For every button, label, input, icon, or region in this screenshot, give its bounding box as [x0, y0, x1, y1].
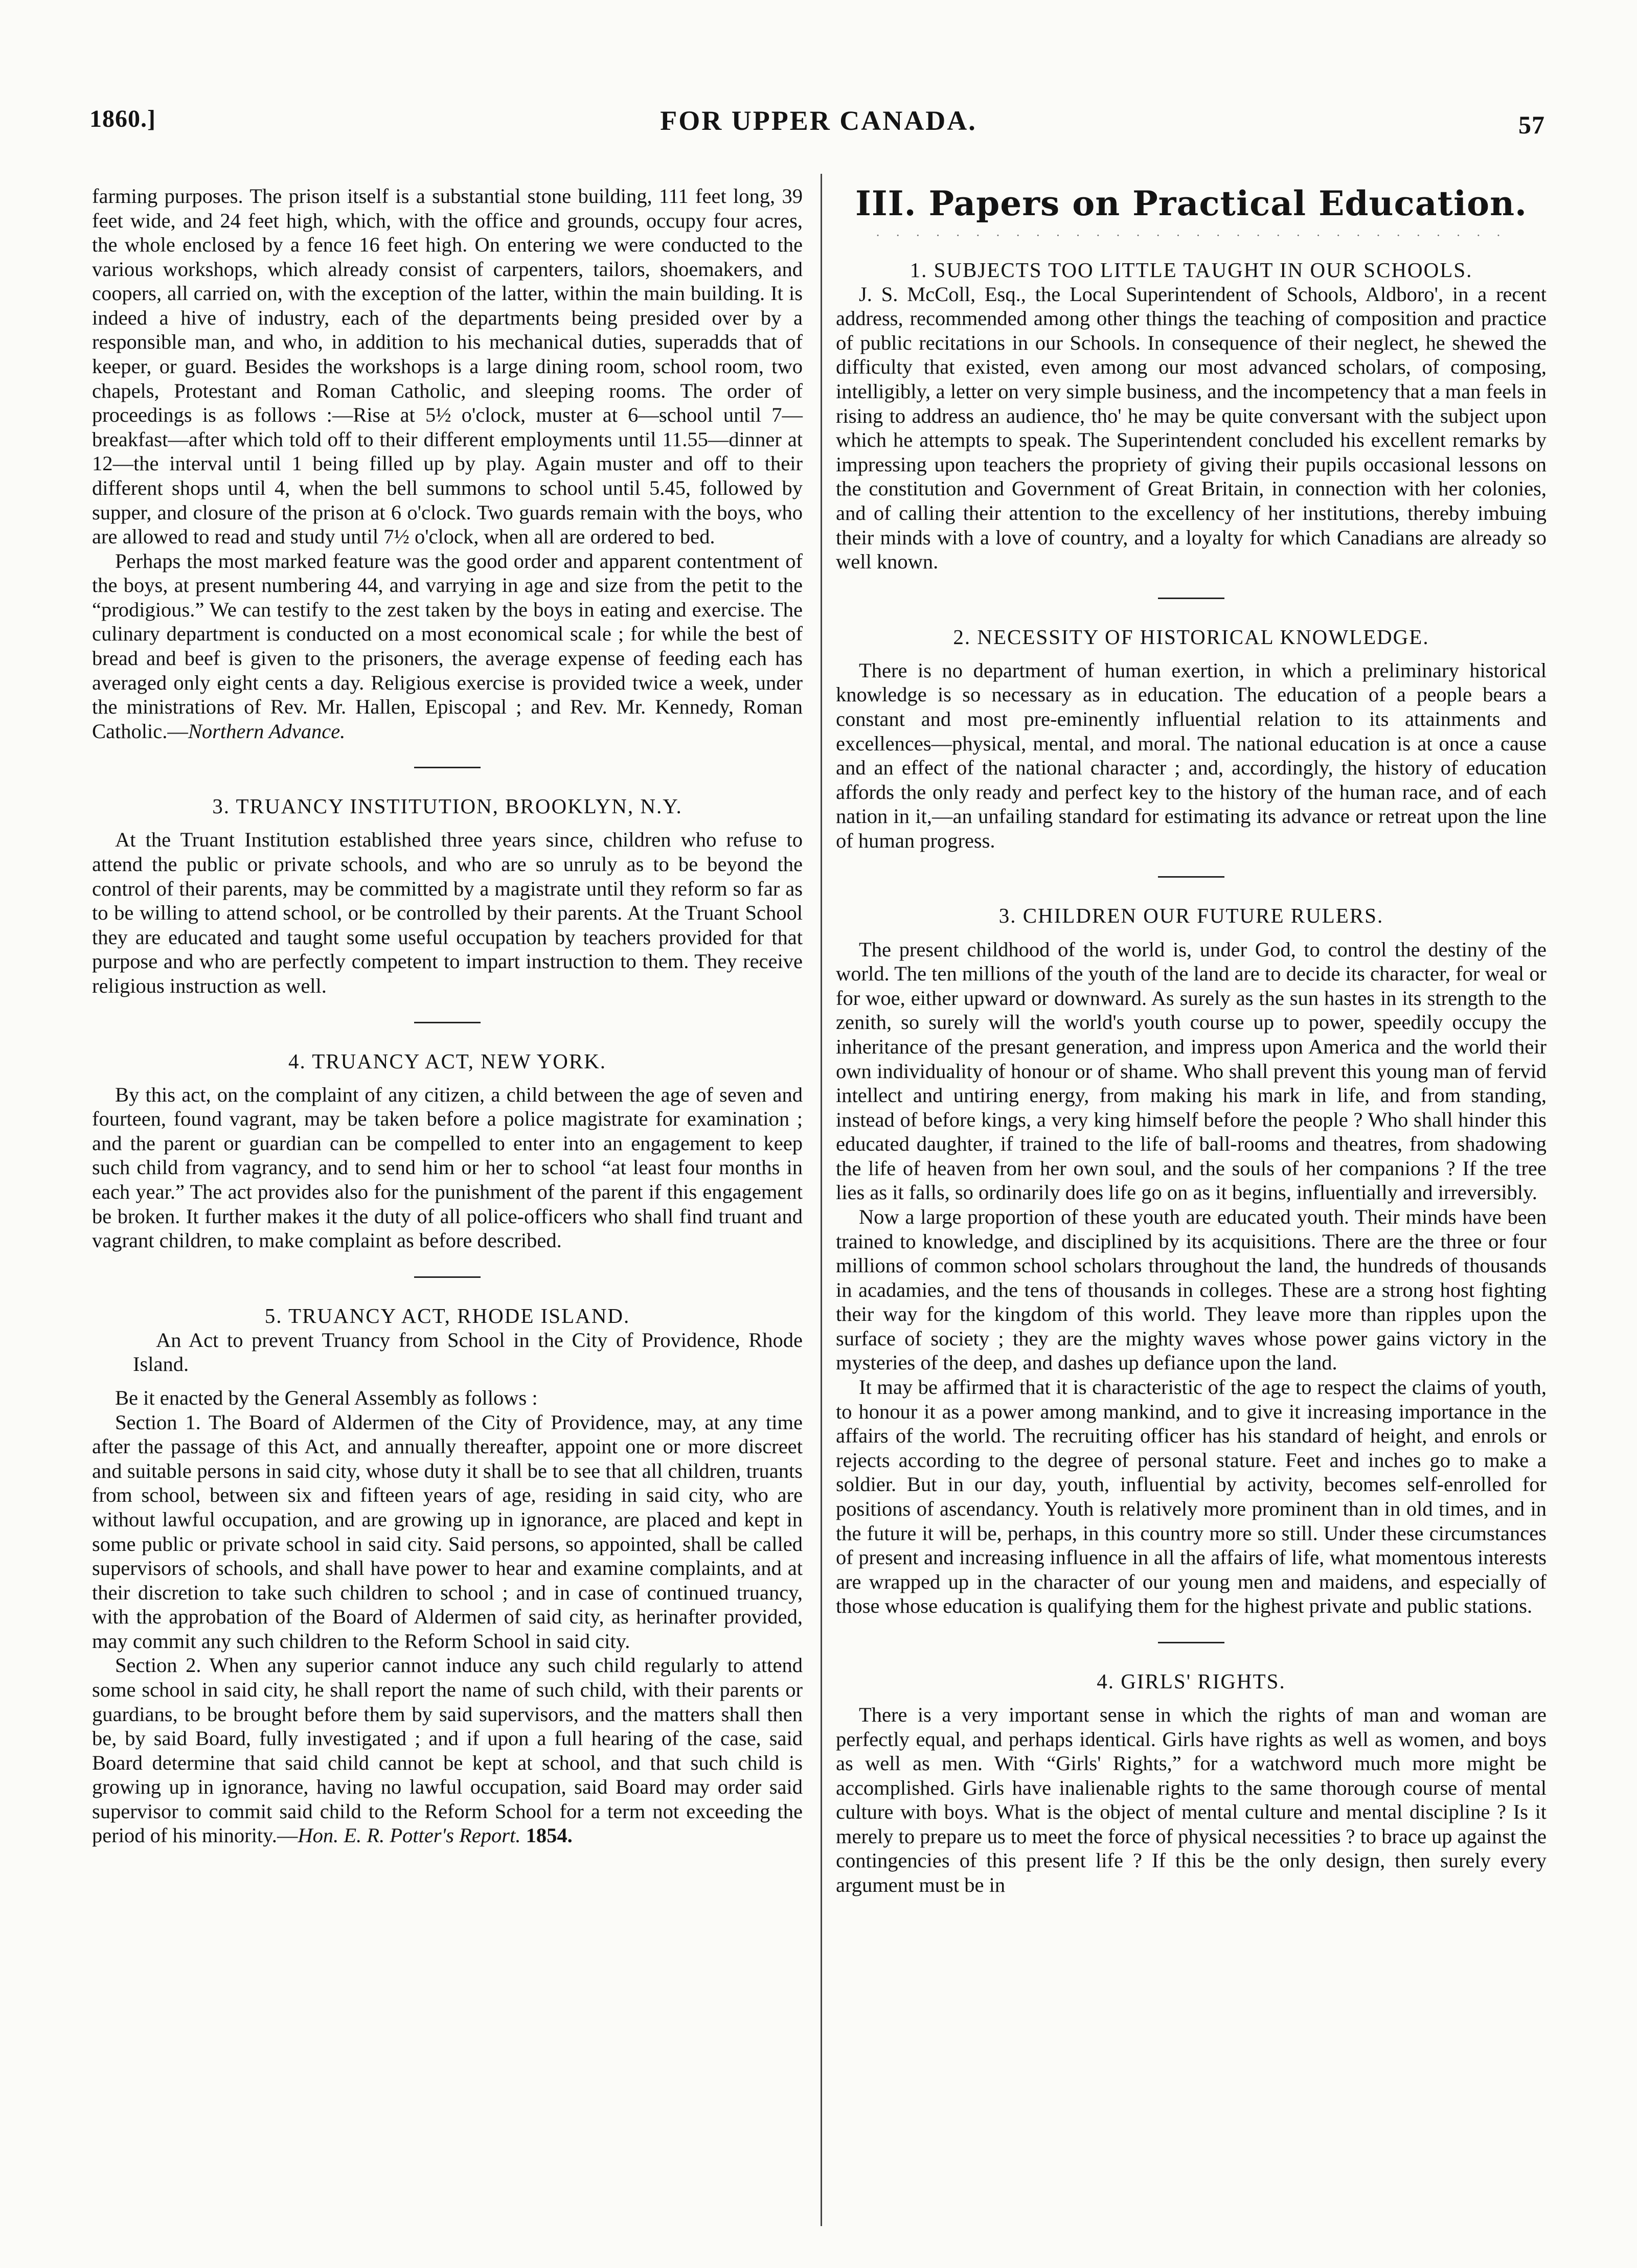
- section-5-title: 5. TRUANCY ACT, RHODE ISLAND.: [264, 1303, 630, 1327]
- act-section-2-text: Section 2. When any superior cannot induce any such child regularly to attend some school in said city, he shall report the name of such child, with their parents or guardians, to be brought before them by said supervisors, and the matters shall then be, by said Board, fully investigated ; and if upon a full hearing of the case, said Board determine that said child cannot be kept at school, and that such child is growing up in ignorance, having no lawful occupation, said Board may order said supervisor to commit said child to the Reform School for a term not exceeding the period of his minority.—: [92, 1654, 803, 1847]
- subsection-3-title: 3. CHILDREN OUR FUTURE RULERS.: [998, 904, 1384, 928]
- act-title: An Act to prevent Truancy from School in the City of Providence, Rhode Island.: [133, 1328, 803, 1376]
- section-divider: [414, 767, 481, 768]
- section-3-text: At the Truant Institution established three years since, children who refuse to attend the public or private schools, and who are so unruly as to be beyond the control of their parents, may be committed by a magistrate until they reform so far as to be willing to attend school, or be controlled by their parents. At the Truant School they are educated and taught some useful occupation by teachers provided for that purpose and who are perfectly competent to impart instruction to them. They receive religious instruction as well.: [92, 828, 803, 997]
- act-section-1: Section 1. The Board of Aldermen of the City of Providence, may, at any time after the passage of this Act, and annually thereafter, appoint one or more discreet and suitable persons in said city, whose duty it shall be to see that all children, truants from school, between six and fifteen years of age, residing in said city, who are without lawful occupation, and are growing up in ignorance, are placed and kept in some public or private school in said city. Said persons, so appointed, shall be called supervisors of schools, and shall have power to hear and examine complaints, and at their discretion to take such children to school ; and in case of continued truancy, with the approbation of the Board of Aldermen of said city, as herinafter provided, may commit any such children to the Reform School in said city.: [92, 1410, 803, 1653]
- subsection-2-text: There is no department of human exertion, in which a preliminary historical knowledge is so necessary as in education. The education of a people bears a constant and most pre-eminently influential relation to its attainments and excellences—physical, mental, and moral. The national education is at once a cause and an effect of the national character ; and, accordingly, the history of education affords the only ready and perfect key to the history of the human race, and of each nation in it,—an unfailing standard for estimating its advance or retreat upon the line of human progress.: [836, 658, 1547, 852]
- heading-ornament-rule: · · · · · · · · · · · · · · · · · · · · · · · · · · · · · · · ·: [875, 227, 1507, 243]
- intro-paragraph-1: farming purposes. The prison itself is a substantial stone building, 111 feet long, 39 feet wide, and 24 feet high, which, with the office and grounds, occupy four acres, the whole enclosed by a fence 16 feet high. On entering we were conducted to the various workshops, which already consist of carpenters, tailors, shoemakers, and coopers, all carried on, with the exception of the latter, within the main building. It is indeed a hive of industry, each of the departments being presided over by a responsible man, and who, in addition to his mechanical duties, superadds that of keeper, or guard. Besides the workshops is a large dining room, school room, two chapels, Protestant and Roman Catholic, and sleeping rooms. The order of proceedings is as follows :—Rise at 5½ o'clock, muster at 6—school until 7—breakfast—after which told off to their different employments until 11.55—dinner at 12—the interval until 1 being filled up by play. Again muster and off to their different shops until 4, when the bell summons to school until 5.45, followed by supper, and closure of the prison at 6 o'clock. Two guards remain with the boys, who are allowed to read and study until 7½ o'clock, when all are ordered to bed.: [92, 185, 803, 548]
- subsection-1-text: J. S. McColl, Esq., the Local Superintendent of Schools, Aldboro', in a recent address, recommended among other things the teaching of composition and practice of public recitations in our Schools. In consequence of their neglect, he shewed the difficulty that existed, even among our most advanced scholars, of composing, intelligibly, a letter on very simple business, and the incompetency that a man feels in rising to address an audience, tho' he may be quite conversant with the subject upon which he attempts to speak. The Superintendent concluded his excellent remarks by impressing upon teachers the propriety of giving their pupils occasional lessons on the constitution and Government of Great Britain, in connection with her colonies, and of calling their attention to the excellency of her institutions, thereby imbuing their minds with a love of country, and a loyalty for which Canadians are already so well known.: [836, 282, 1547, 574]
- subsection-4-title: 4. GIRLS' RIGHTS.: [1097, 1669, 1286, 1693]
- section-4-title: 4. TRUANCY ACT, NEW YORK.: [288, 1049, 607, 1073]
- subsection-4-text: There is a very important sense in which the rights of man and woman are perfectly equal, and perhaps identical. Girls have rights as well as women, and boys as well as men. With “Girls' Rights,” for a watchword much more might be accomplished. Girls have inalienable rights to the same thorough course of mental culture with boys. What is the object of mental culture and mental discipline ? Is it merely to prepare us to meet the force of physical necessities ? to brace up against the contingencies of this present life ? If this be the only design, then surely every argument must be in: [836, 1703, 1547, 1897]
- header-year: 1860.]: [89, 105, 156, 132]
- header-title: FOR UPPER CANADA.: [660, 105, 977, 136]
- intro-source: Northern Advance.: [188, 719, 346, 743]
- page-number: 57: [1518, 110, 1545, 139]
- subsection-2-title: 2. NECESSITY OF HISTORICAL KNOWLEDGE.: [953, 625, 1429, 649]
- right-column: [836, 184, 1547, 1897]
- intro-paragraph-2-text: Perhaps the most marked feature was the good order and apparent contentment of the boys, at present numbering 44, and varrying in age and size from the petit to the “prodigious.” We can testify to the zest taken by the boys in eating and exercise. The culinary department is conducted on a most economical scale ; for while the best of bread and beef is given to the prisoners, the average expense of feeding each has averaged only eight cents a day. Religious exercise is provided twice a week, under the ministrations of Rev. Mr. Hallen, Episcopal ; and Rev. Mr. Kennedy, Roman Catholic.—: [92, 549, 803, 743]
- subsection-3-paragraph-2: Now a large proportion of these youth are educated youth. Their minds have been trained to knowledge, and disciplined by its acquisitions. There are the three or four millions of common school scholars throughout the land, the hundreds of thousands in acadamies, and the tens of thousands in colleges. These are a strong host fighting their way for the kingdom of this world. They leave more than ripples upon the surface of society ; they are the mighty waves whose power gains victory in the mysteries of the deep, and dashes up defiance upon the land.: [836, 1205, 1547, 1374]
- section-divider: [1158, 876, 1224, 878]
- part-heading: III. Papers on Practical Education.: [855, 184, 1528, 223]
- subsection-3-paragraph-3: It may be affirmed that it is characteristic of the age to respect the claims of youth, to honour it as a power among mankind, and to give it increasing importance in the affairs of the world. The recruiting officer has his standard of height, and enrols or rejects according to the degree of personal stature. Feet and inches go to make a soldier. But in our day, youth, influential by activity, becomes self-enrolled for positions of ascendancy. Youth is relatively more prominent than in old times, and in the future it will be, perhaps, in this country more so still. Under these circumstances of present and increasing influence in all the affairs of life, what momentous interests are wrapped up in the character of our young men and maidens, and especially of those whose education is qualifying them for the highest private and public stations.: [836, 1376, 1547, 1618]
- subsection-3-paragraph-1: The present childhood of the world is, under God, to control the destiny of the world. The ten millions of the youth of the land are to decide its character, for weal or for woe, either upward or downward. As surely as the sun hastes in its strength to the zenith, so surely will the world's youth course up to power, speedily occupy the inheritance of the presant generation, and impress upon America and the world their own individuality of honour or of shame. Who shall prevent this young man of fervid intellect and untiring energy, from making his mark in life, and from standing, instead of before kings, a very king himself before the people ? Who shall hinder this educated daughter, if trained to the life of ball-rooms and theatres, from shadowing the life of heaven from her own soul, and the souls of her companions ? If the tree lies as it falls, so ordinarily does life go on as it begins, influentially and irreversibly.: [836, 937, 1547, 1204]
- intro-paragraph-2: [92, 549, 803, 744]
- act-source: Hon. E. R. Potter's Report.: [298, 1824, 521, 1847]
- section-4-text: By this act, on the complaint of any citizen, a child between the age of seven and fourteen, found vagrant, may be taken before a police magistrate for examination ; and the parent or guardian can be compelled to enter into an engagement to keep such child from vagrancy, and to send him or her to school “at least four months in each year.” The act provides also for the punishment of the parent if this engagement be broken. It further makes it the duty of all police-officers who shall find truant and vagrant children, to make complaint as before described.: [92, 1083, 803, 1252]
- act-section-2: [92, 1653, 803, 1848]
- left-column: [92, 184, 803, 1848]
- section-divider: [414, 1276, 481, 1278]
- section-divider: [1158, 598, 1224, 599]
- act-year: 1854.: [526, 1824, 573, 1847]
- section-3-title: 3. TRUANCY INSTITUTION, BROOKLYN, N.Y.: [212, 794, 683, 818]
- act-enacting-clause: Be it enacted by the General Assembly as follows :: [115, 1386, 538, 1410]
- subsection-1-title: 1. SUBJECTS TOO LITTLE TAUGHT IN OUR SCHOOLS.: [910, 258, 1473, 282]
- section-divider: [414, 1022, 481, 1023]
- section-divider: [1158, 1642, 1224, 1643]
- column-divider: [821, 174, 822, 2226]
